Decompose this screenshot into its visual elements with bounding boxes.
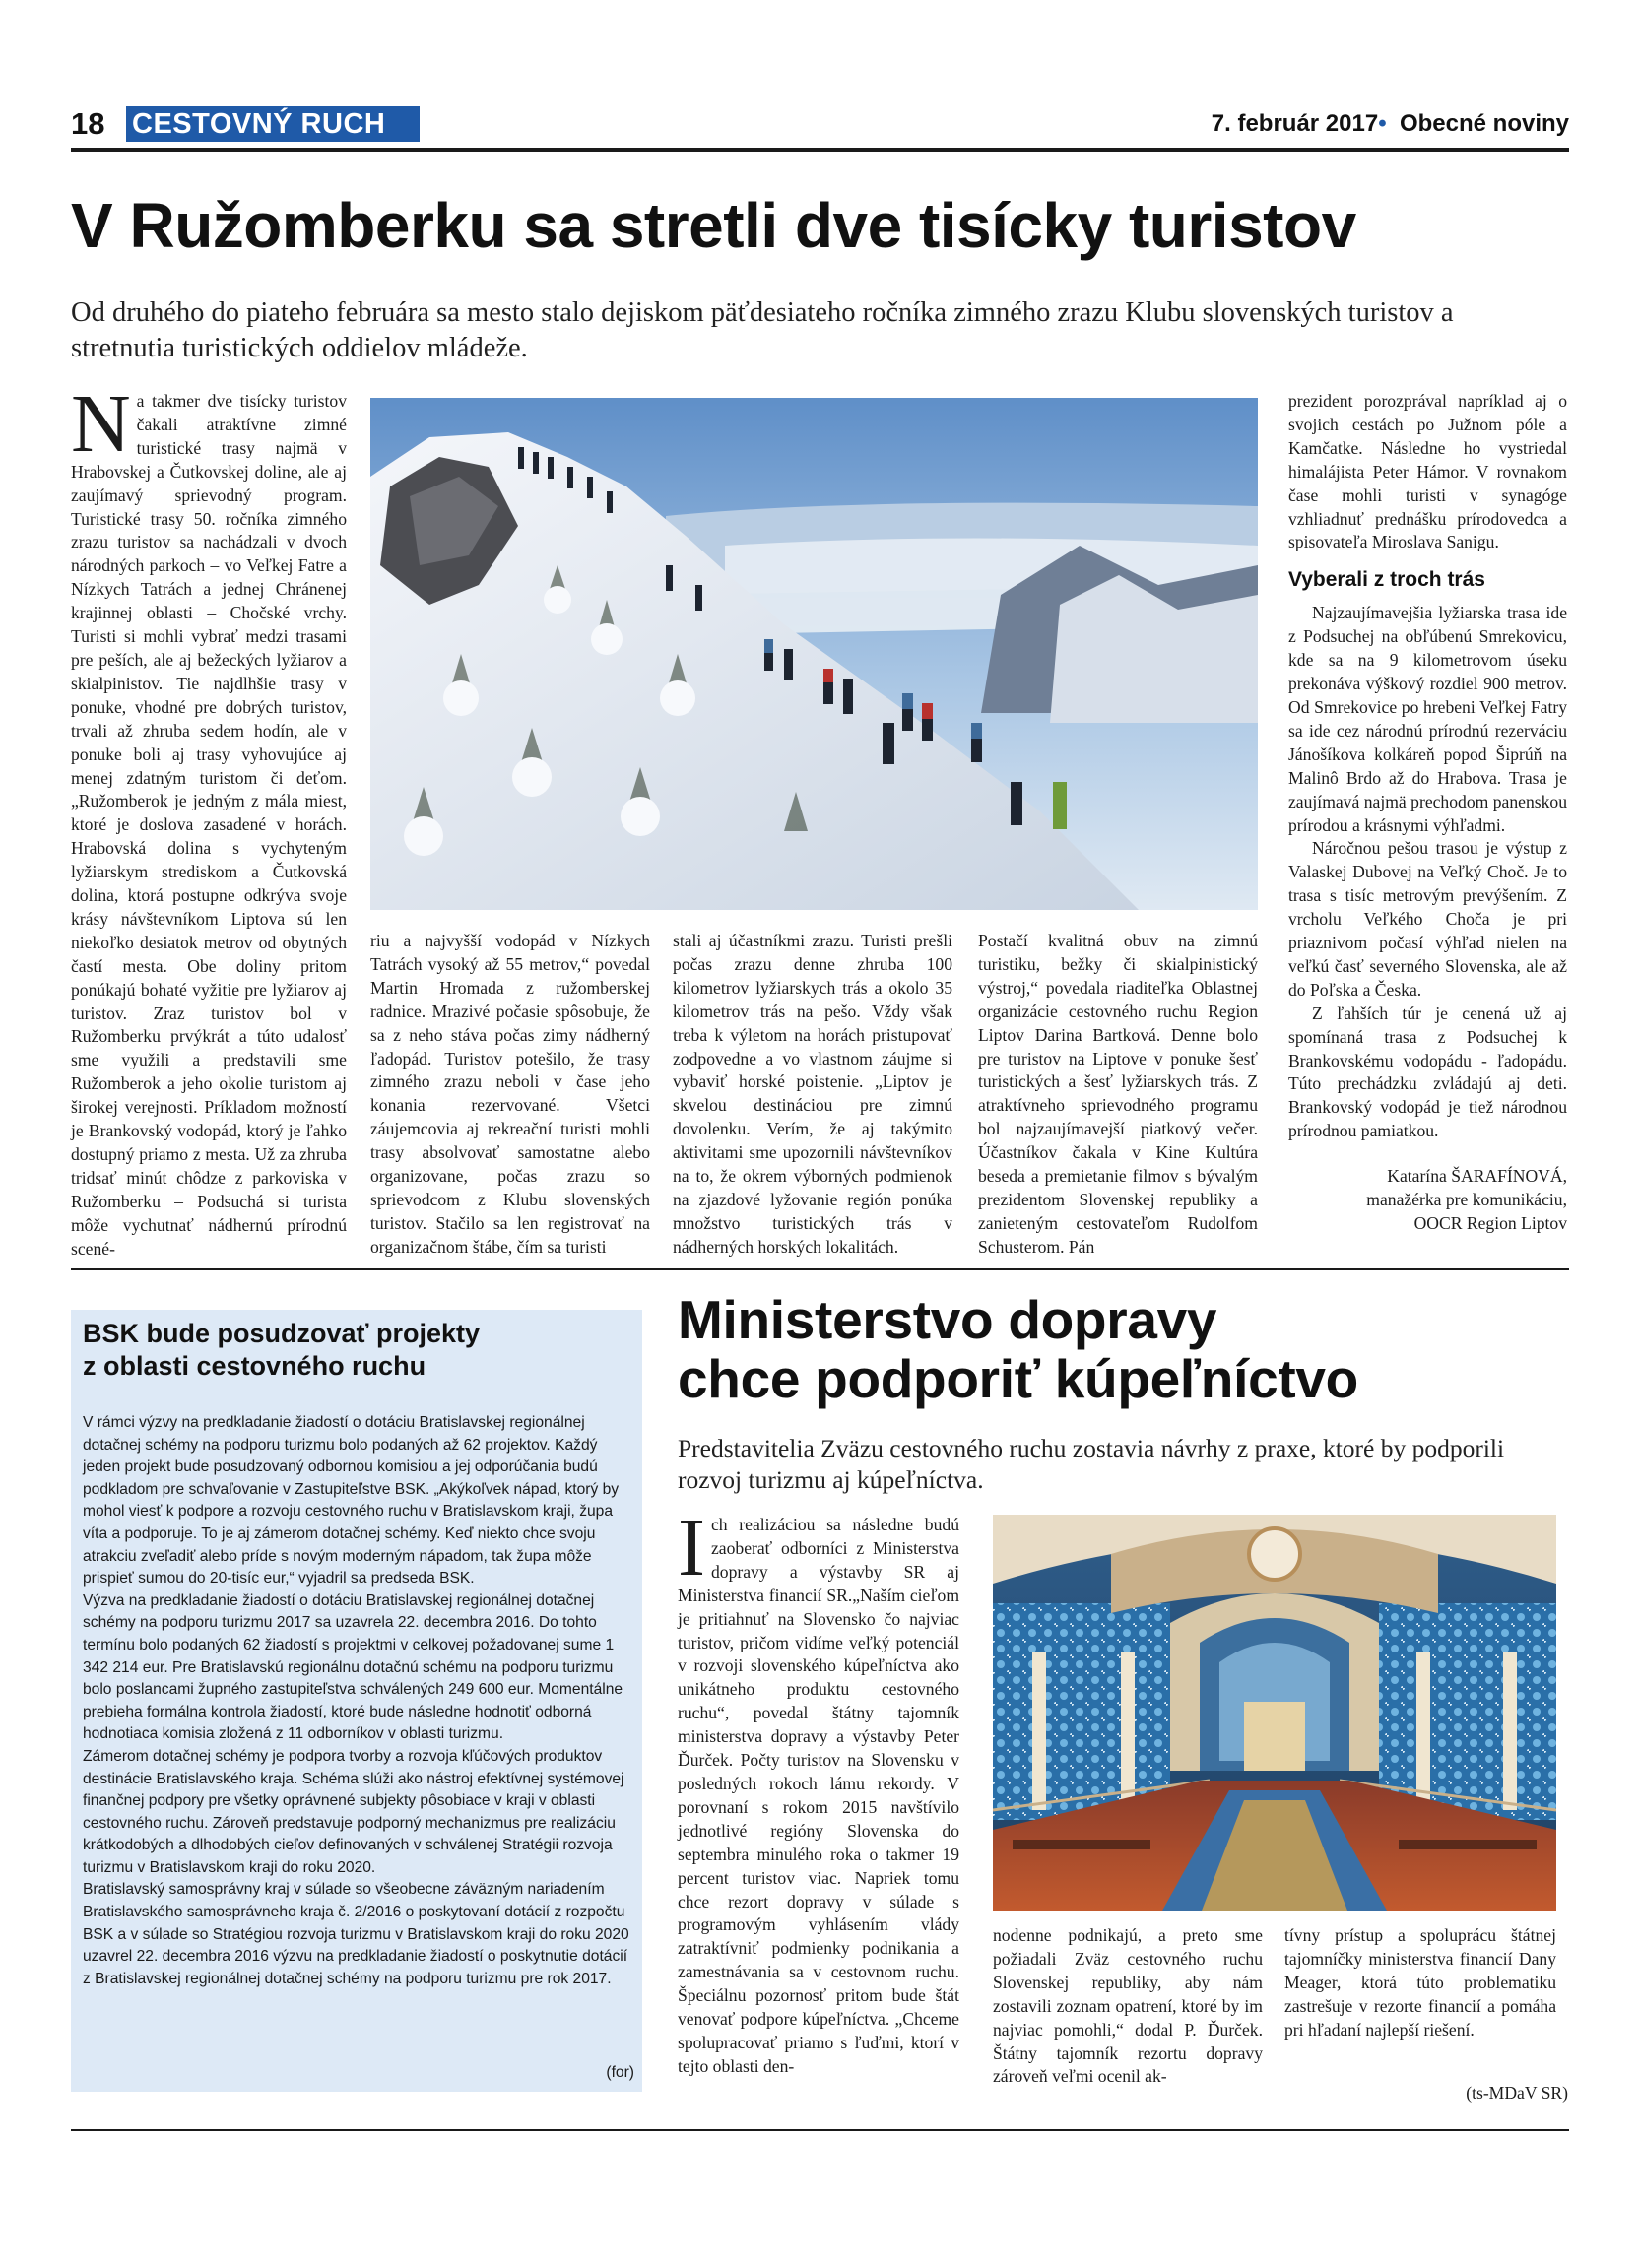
section-subheading: Vyberali z troch trás (1288, 568, 1485, 592)
column-text: ch realizáciou sa následne budú zaoberať odborníci z Ministerstva dopravy a výstavby SR aj Ministerstva financií SR.„Naším cieľom je pritiahnuť na Slovensko čo najviac turistov, pričom vidíme veľký potenciál v rozvoji slovenského kúpeľníctva ako unikátneho produktu cestovného ruchu“, povedal štátny tajomník ministerstva dopravy a výstavby Peter Ďurček. Počty turistov na Slovensku v posledných rokoch lámu rekordy. V porovnaní s rokom 2015 navštívilo jednotlivé regióny Slovenska do septembra minulého roka o takmer 19 percent turistov viac. Napriek tomu chce rezort dopravy v súlade s programovým vyhlásením vlády zatraktívniť podmienky podnikania a zamestnávania sa v cestovnom ruchu. Špeciálnu pozornosť pritom bude štát venovať podpore kúpeľníctva. „Chceme spolupracovať priamo s ľuďmi, ktorí v tejto oblasti den- (678, 1515, 959, 2076)
article-column-2: nodenne podnikajú, a preto sme požiadali Zväz cestovného ruchu Slovenskej republiky, aby nám zostavili zoznam opatrení, ktoré by im najviac pomohli,“ dodal P. Ďurček. Štátny tajomník rezortu dopravy zároveň veľmi ocenil ak- (993, 1925, 1263, 2087)
sidebar-headline-line: z oblasti cestovného ruchu (83, 1351, 426, 1381)
section-divider (71, 1268, 1569, 1270)
page-bottom-rule (71, 2129, 1569, 2131)
article-headline: V Ružomberku sa stretli dve tisícky turistov (71, 190, 1356, 261)
drop-cap: N (71, 378, 131, 470)
article-column-1 (678, 1502, 959, 2079)
sidebar-paragraph: Bratislavský samosprávny kraj v súlade so všeobecne záväzným nariadením Bratislavského samosprávneho kraja č. 2/2016 o poskytovaní dotácií z rozpočtu BSK a v súlade so Stratégiou rozvoja turizmu v Bratislavskom kraji do roku 2020 uzavrel 22. decembra 2016 výzvu na predkladanie žiadostí o poskytnutie dotácií z Bratislavskej regionálnej dotačnej schémy na podporu turizmu pre rok 2017. (83, 1881, 629, 1987)
author-name: Katarína ŠARAFÍNOVÁ, (1387, 1166, 1567, 1187)
spa-interior-photo (993, 1515, 1556, 1911)
drop-cap: I (678, 1502, 705, 1593)
issue-info: 7. február 2017• Obecné noviny (1211, 110, 1569, 137)
sidebar-headline (83, 1318, 634, 1383)
column-text: Z ľahších túr je cenená už aj spomínaná trasa z Podsuchej k Brankovskému vodopádu - ľadopádu. Túto prechádzku zvládajú aj deti. Brankovský vodopád je tiež národnou prírodnou pamiatkou. (1288, 1003, 1567, 1141)
sidebar-paragraph: V rámci výzvy na predkladanie žiadostí o dotáciu Bratislavskej regionálnej dotačnej schémy na podporu turizmu bolo podaných až 62 projektov. Každý jeden projekt bude posudzovaný odbornou komisiou a jej odporúčania budú podkladom pre schvaľovanie v Zastupiteľstve BSK. „Akýkoľvek nápad, ktorý by mohol viesť k podpore a rozvoju cestovného ruchu v Bratislavskom kraji, župa víta a podporuje. To je aj zámerom dotačnej schémy. Keď niekto chce svoju atrakciu zveľadiť alebo príde s novým moderným nápadom, tak župa môže prispieť sumou do 20-tisíc eur,“ vyjadril sa predseda BSK. (83, 1414, 620, 1588)
article-lead: Predstavitelia Zväzu cestovného ruchu zostavia návrhy z praxe, ktoré by podporili rozvoj turizmu aj kúpeľníctva. (678, 1434, 1505, 1494)
header-rule (71, 148, 1569, 152)
sidebar-headline-line: BSK bude posudzovať projekty (83, 1319, 480, 1348)
publication-name: Obecné noviny (1399, 110, 1569, 137)
article-column-5 (1288, 390, 1567, 1236)
article-lead: Od druhého do piateho februára sa mesto stalo dejiskom päťdesiateho ročníka zimného zrazu Klubu slovenských turistov a stretnutia turistických oddielov mládeže. (71, 297, 1454, 363)
article-column-2: riu a najvyšší vodopád v Nízkych Tatrách vysoký až 55 metrov,“ povedal Martin Hromada z ružomberskej radnice. Mrazivé počasie spôsobuje, že sa z neho stáva počas zimy nádherný ľadopád. Turistov potešilo, že trasy zimného zrazu neboli v čase jeho konania rezervované. Všetci záujemcovia aj rekreační turisti mohli trasy absolvovať samostatne alebo organizovane, počas zrazu so sprievodcom z Klubu slovenských turistov. Stačilo sa len registrovať na organizačnom štábe, čím sa turisti (370, 931, 650, 1257)
article-column-4: Postačí kvalitná obuv na zimnú turistiku, bežky či skialpinistický výstroj,“ povedala riaditeľka Oblastnej organizácie cestovného ruchu Region Liptov Darina Bartková. Denne bolo pre turistov na Liptove v ponuke šesť turistických a šesť lyžiarskych trás. Z atraktívneho sprievodného programu bol najzaujímavejší piatkový večer. Účastníkov čakala v Kine Kultúra beseda a premietanie filmov s bývalým prezidentom Slovenskej republiky a zanieteným cestovateľom Rudolfom Schusterom. Pán (978, 931, 1258, 1257)
headline-line: Ministerstvo dopravy (678, 1289, 1217, 1350)
article-signature: (ts-MDaV SR) (1466, 2083, 1568, 2103)
sidebar-body (83, 1412, 634, 1990)
article-headline (678, 1290, 1564, 1408)
author-org: OOCR Region Liptov (1413, 1213, 1567, 1233)
sidebar-paragraph: Zámerom dotačnej schémy je podpora tvorby a rozvoja kľúčových produktov destinácie Bratislavského kraja. Schéma slúži ako nástroj efektívnej systémovej finančnej podpory pre všetky oprávnené subjekty pôsobiace v kraji v oblasti cestovného ruchu. Zároveň predstavuje podporný mechanizmus pre realizáciu krátkodobých a dlhodobých cieľov definovaných v schválenej Stratégii rozvoja turizmu v Bratislavskom kraji do roku 2020. (83, 1747, 624, 1876)
article-column-3: tívny prístup a spoluprácu štátnej tajomníčky ministerstva financií Dany Meager, ktorá túto problematiku zastrešuje v rezorte financií a pomáha pri hľadaní najlepší riešení. (1284, 1925, 1556, 2040)
article-column-1 (71, 378, 347, 1262)
column-text: Náročnou pešou trasou je výstup z Valaskej Dubovej na Veľký Choč. Je to trasa s tisíc metrovým prevýšením. Z vrcholu Veľkého Choča je pri priaznivom počasí výhľad nielen na veľkú časť severného Slovenska, ale až do Poľska a Česka. (1288, 838, 1567, 1000)
section-label: CESTOVNÝ RUCH (126, 106, 420, 142)
column-text: a takmer dve tisícky turistov čakali atraktívne zimné turistické trasy najmä v Hrabovskej a Čutkovskej doline, ale aj zaujímavý sprievodný program. Turistické trasy 50. ročníka zimného zrazu turistov sa nachádzali v dvoch národných parkoch – vo Veľkej Fatre a Nízkych Tatrách a jednej Chránenej krajinnej oblasti – Chočské vrchy. Turisti si mohli vybrať medzi trasami pre peších, ale aj bežeckých lyžiarov a skialpinistov. Tie najdlhšie trasy v ponuke, vhodné pre dobrých turistov, trvali až zhruba sedem hodín, ale v ponuke boli aj trasy vyhovujúce aj menej zdatným turistom či deťom. „Ružomberok je jedným z mála miest, ktoré je doslova zasadené v horách. Hrabovská dolina s vychyteným lyžiarskym strediskom a Čutkovská dolina, ktorá postupne odkrýva svoje krásy návštevníkom Liptova sú len niekoľko desiatok metrov od obytných častí mesta. Obe doliny pritom ponúkajú bohaté vyžitie pre lyžiarov aj turistov. Zraz turistov bol v Ružomberku prvýkrát a túto udalosť sme využili a predstavili sme Ružomberok a jeho okolie turistom aj širokej verejnosti. Príkladom možností je Brankovský vodopád, ktorý je ľahko dostupný priamo z mesta. Už za zhruba tridsať minút chôdze z parkoviska v Ružomberku – Podsuchá si turista môže vychutnať nádhernú prírodnú scené- (71, 391, 347, 1259)
article-column-3: stali aj účastníkmi zrazu. Turisti prešli počas zrazu denne zhruba 100 kilometrov lyžiarskych trás a okolo 35 kilometrov trás na pešo. Vždy však treba k výletom na horách pristupovať zodpovedne a vo vlastnom záujme si vybaviť horské poistenie. „Liptov je skvelou destináciou pre zimnú dovolenku. Verím, že aj takýmito aktivitami sme upozornili návštevníkov na to, že okrem výborných podmienok na zjazdové lyžovanie región ponúka množstvo turistických trás v nádherných horských lokalitách. (673, 931, 952, 1257)
issue-date: 7. február 2017 (1211, 110, 1379, 137)
column-text: prezident porozprával napríklad aj o svojich cestách po Južnom póle a Kamčatke. Následne ho vystriedal himalájista Peter Hámor. V rovnakom čase mohli turisti v synagóge vzhliadnuť prednášku prírodovedca a spisovateľa Miroslava Sanigu. (1288, 391, 1567, 552)
mountain-hikers-photo (370, 398, 1258, 910)
sidebar-signature: (for) (606, 2064, 634, 2081)
column-text: Najzaujímavejšia lyžiarska trasa ide z Podsuchej na obľúbenú Smrekovicu, kde sa na 9 kilometrovom úseku prekonáva výškový rozdiel 900 metrov. Od Smrekovice po hrebeni Veľkej Fatry sa ide cez národnú prírodnú rezerváciu Jánošíkova kolkáreň popod Šiprúň na Malinô Brdo až do Hrabova. Trasa je zaujímavá najmä prechodom panenskou prírodou a krásnymi výhľadmi. (1288, 603, 1567, 835)
page-number: 18 (71, 106, 105, 141)
headline-line: chce podporiť kúpeľníctvo (678, 1348, 1358, 1409)
sidebar-paragraph: Výzva na predkladanie žiadostí o dotáciu Bratislavskej regionálnej dotačnej schémy na podporu turizmu 2017 sa uzavrela 22. decembra 2016. Do tohto termínu bolo podaných 62 žiadostí s projektmi v celkovej požadovanej sume 1 342 214 eur. Pre Bratislavskú regionálnu dotačnú schému na podporu turizmu bolo poslancami župného zastupiteľstva schválených 249 600 eur. Momentálne prebieha formálna kontrola žiadostí, ktoré bude následne hodnotiť odborná hodnotiaca komisia zložená z 11 odborníkov v oblasti turizmu. (83, 1591, 623, 1743)
author-role: manažérka pre komunikáciu, (1366, 1190, 1567, 1210)
